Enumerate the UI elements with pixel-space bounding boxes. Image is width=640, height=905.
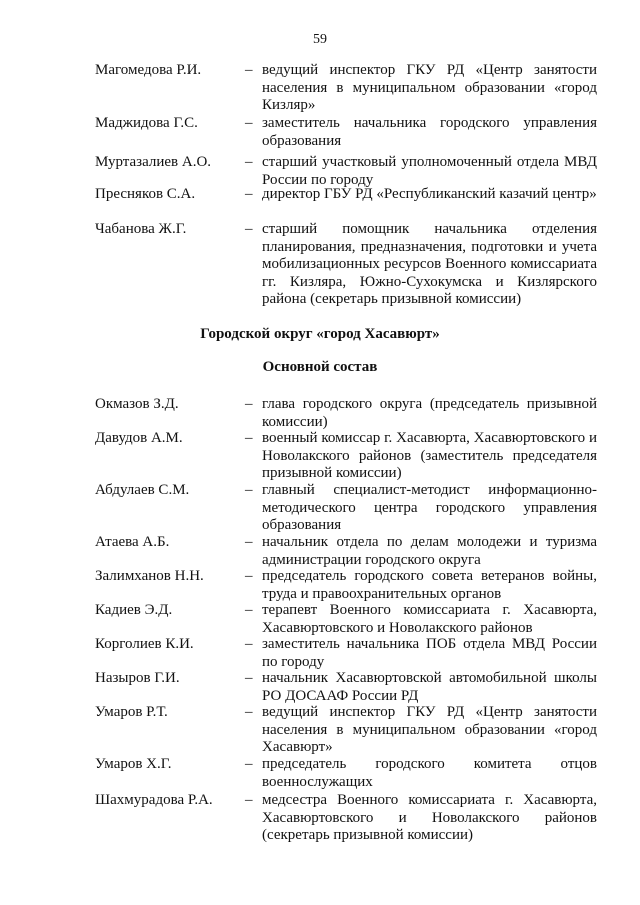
member-role: ведущий инспектор ГКУ РД «Центр занятости населения в муниципальном образовании «город Кизляр» [262,62,597,114]
member-role: председатель городского комитета отцов военнослужащих [262,756,597,790]
member-role: старший помощник начальника отделения планирования, предназначения, подготовки и учета мобилизационных ресурсов Военного комиссариата гг. Кизляра, Южно-Сухокумска и Кизлярского района (секретарь призывной комиссии) [262,221,597,308]
member-name: Кадиев Э.Д. [95,602,173,618]
member-role: заместитель начальника городского управления образования [262,115,597,149]
member-name: Шахмурадова Р.А. [95,792,213,808]
section-title: Городской округ «город Хасавюрт» [200,326,440,342]
subsection-title: Основной состав [262,359,378,375]
member-name: Маджидова Г.С. [95,115,198,131]
member-name: Окмазов З.Д. [95,396,179,412]
member-role: медсестра Военного комиссариата г. Хасавюрта, Хасавюртовского и Новолакского районов (секретарь призывной комиссии) [262,792,597,844]
list-item [0,154,640,186]
member-name: Чабанова Ж.Г. [95,221,187,237]
dash: – [245,62,253,78]
member-name: Давудов А.М. [95,430,183,446]
member-role: военный комиссар г. Хасавюрта, Хасавюртовского и Новолакского районов (заместитель председателя призывной комиссии) [262,430,597,482]
member-role: начальник Хасавюртовской автомобильной школы РО ДОСААФ России РД [262,670,597,704]
list-item [0,62,640,115]
page-number: 59 [313,32,327,47]
list-item [0,115,640,154]
list-item [0,756,640,792]
member-role: главный специалист-методист информационно-методического центра городского управления образования [262,482,597,534]
list-item [0,568,640,602]
member-name: Умаров Х.Г. [95,756,172,772]
dash: – [245,534,253,550]
list-item [0,704,640,756]
member-name: Пресняков С.А. [95,186,196,202]
top-members-list [0,62,640,309]
member-name: Залимханов Н.Н. [95,568,204,584]
list-item [0,430,640,482]
member-name: Атаева А.Б. [95,534,170,550]
dash: – [245,670,253,686]
list-item [0,792,640,846]
dash: – [245,704,253,720]
member-name: Назыров Г.И. [95,670,180,686]
dash: – [245,756,253,772]
list-item [0,482,640,534]
member-role: начальник отдела по делам молодежи и туризма администрации городского округа [262,534,597,568]
dash: – [245,482,253,498]
list-item [0,670,640,704]
member-role: председатель городского совета ветеранов войны, труда и правоохранительных органов [262,568,597,602]
dash: – [245,154,253,170]
list-item [0,221,640,309]
dash: – [245,115,253,131]
dash: – [245,792,253,808]
member-name: Муртазалиев А.О. [95,154,212,170]
member-name: Магомедова Р.И. [95,62,202,78]
member-role: директор ГБУ РД «Республиканский казачий центр» [262,186,597,202]
member-role: старший участковый уполномоченный отдела МВД России по городу [262,154,597,188]
member-role: ведущий инспектор ГКУ РД «Центр занятости населения в муниципальном образовании «город Хасавюрт» [262,704,597,756]
member-role: терапевт Военного комиссариата г. Хасавюрта, Хасавюртовского и Новолакского районов [262,602,597,636]
dash: – [245,221,253,237]
main-members-list [0,396,640,846]
member-name: Умаров Р.Т. [95,704,168,720]
dash: – [245,430,253,446]
list-item [0,186,640,221]
dash: – [245,568,253,584]
dash: – [245,636,253,652]
list-item [0,396,640,430]
dash: – [245,396,253,412]
dash: – [245,602,253,618]
member-name: Абдулаев С.М. [95,482,190,498]
list-item [0,534,640,568]
member-role: заместитель начальника ПОБ отдела МВД России по городу [262,636,597,670]
member-role: глава городского округа (председатель призывной комиссии) [262,396,597,430]
list-item [0,636,640,670]
list-item [0,602,640,636]
member-name: Корголиев К.И. [95,636,194,652]
dash: – [245,186,253,202]
